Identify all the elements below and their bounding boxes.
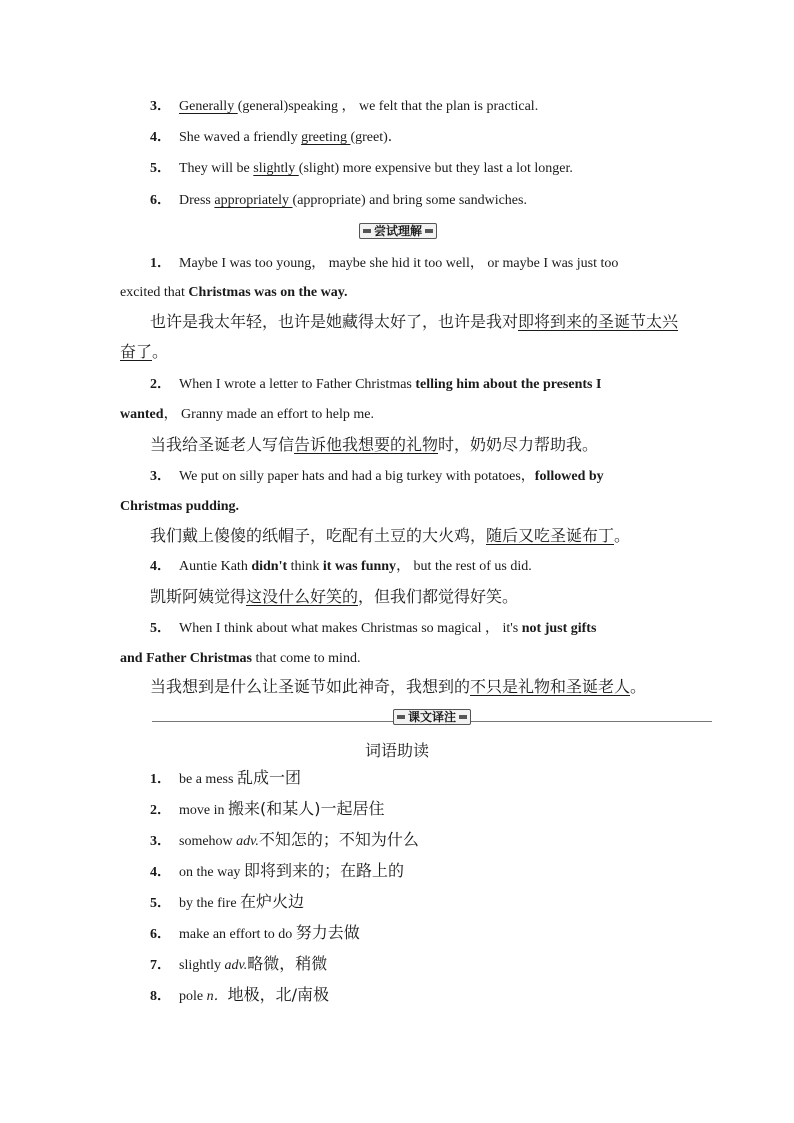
key-phrase: didn't <box>251 559 288 574</box>
vocab-item <box>150 861 404 883</box>
section-tag-try: 尝试理解 <box>359 223 437 239</box>
sentence-text: think <box>287 559 323 574</box>
item-number: 3． <box>150 99 171 114</box>
item-number: 3． <box>150 469 171 484</box>
vocab-term: somehow <box>179 834 237 849</box>
sentence-text: ， Granny made an effort to help me. <box>163 407 375 422</box>
section-tag-translation: 课文译注 <box>393 709 471 725</box>
translation-zh-cont <box>120 342 168 362</box>
translation-text: 。 <box>614 526 631 545</box>
item-number: 4． <box>150 130 171 145</box>
vocab-meaning: 即将到来的；在路上的 <box>243 861 404 880</box>
item-number: 5． <box>150 161 171 176</box>
exercise-item <box>150 97 538 117</box>
sentence-en-cont <box>120 497 239 517</box>
sentence-text: She waved a friendly <box>179 130 302 145</box>
sentence-text: ， but the rest of us did. <box>396 559 532 574</box>
sentence-en <box>150 619 596 639</box>
item-number: 5． <box>150 896 171 911</box>
key-phrase: it was funny <box>322 559 397 574</box>
sentence-text: that come to mind. <box>251 651 361 666</box>
translation-text: 我们戴上傻傻的纸帽子，吃配有土豆的大火鸡， <box>150 526 487 545</box>
item-number: 4． <box>150 559 171 574</box>
key-phrase: and Father Christmas <box>120 651 252 666</box>
key-phrase: followed by <box>534 469 604 484</box>
item-number: 2． <box>150 803 171 818</box>
sentence-text: (greet)． <box>350 130 402 145</box>
vocab-item <box>150 830 419 852</box>
sentence-en-cont <box>120 283 348 303</box>
sentence-en <box>150 557 532 577</box>
sentence-text: When I wrote a letter to Father Christmas <box>179 377 416 392</box>
item-number: 6． <box>150 193 171 208</box>
vocab-item <box>150 954 327 976</box>
translation-text: 也许是我太年轻，也许是她藏得太好了，也许是我对 <box>150 312 519 331</box>
answer-blank: Generally <box>179 99 238 114</box>
translation-zh <box>150 526 630 546</box>
item-number: 8． <box>150 989 171 1004</box>
vocab-meaning: 略微，稍微 <box>247 954 328 973</box>
part-of-speech: adv. <box>236 834 259 849</box>
part-of-speech: n． <box>206 989 228 1004</box>
vocab-term: make an effort to do <box>179 927 296 942</box>
key-translation: 即将到来的圣诞节太兴 <box>518 312 679 331</box>
sentence-text: We put on silly paper hats and had a big turkey with potatoes， <box>179 469 535 484</box>
translation-text: ，但我们都觉得好笑。 <box>358 587 519 606</box>
key-translation: 告诉他我想要的礼物 <box>294 435 439 454</box>
vocab-term: be a mess <box>179 772 237 787</box>
key-phrase: telling him about the presents I <box>415 377 602 392</box>
sentence-text: excited that <box>120 285 189 300</box>
vocab-item <box>150 923 360 945</box>
vocab-item <box>150 985 329 1007</box>
key-translation: 不只是礼物和圣诞老人 <box>470 677 631 696</box>
vocab-term: by the fire <box>179 896 241 911</box>
sentence-text: Auntie Kath <box>179 559 252 574</box>
vocab-term: move in <box>179 803 228 818</box>
key-translation: 随后又吃圣诞布丁 <box>486 526 615 545</box>
vocab-heading: 词语助读 <box>364 741 429 760</box>
vocab-meaning: 地极，北/南极 <box>227 985 330 1004</box>
translation-zh <box>150 312 678 332</box>
translation-text: 凯斯阿姨觉得 <box>150 587 247 606</box>
item-number: 1． <box>150 772 171 787</box>
vocab-meaning: 努力去做 <box>295 923 360 942</box>
item-number: 4． <box>150 865 171 880</box>
translation-zh <box>150 677 646 697</box>
part-of-speech: adv. <box>224 958 248 973</box>
answer-blank: greeting <box>301 130 351 145</box>
vocab-meaning: 在炉火边 <box>240 892 305 911</box>
answer-blank: slightly <box>253 161 299 176</box>
sentence-text: (general)speaking ， we felt that the plan is practical. <box>237 99 539 114</box>
key-phrase: wanted <box>120 407 164 422</box>
item-number: 7． <box>150 958 171 973</box>
vocab-term: slightly <box>179 958 225 973</box>
sentence-text: (slight) more expensive but they last a lot longer. <box>298 161 573 176</box>
vocab-term: on the way <box>179 865 244 880</box>
sentence-en-cont <box>120 649 360 669</box>
item-number: 6． <box>150 927 171 942</box>
exercise-item <box>150 159 573 179</box>
key-translation: 奋了 <box>120 342 153 361</box>
vocab-meaning: 搬来(和某人)一起居住 <box>228 799 385 818</box>
vocab-item <box>150 768 301 790</box>
translation-zh <box>150 435 598 455</box>
item-number: 3． <box>150 834 171 849</box>
vocab-term: pole <box>179 989 207 1004</box>
answer-blank: appropriately <box>214 193 293 208</box>
sentence-text: When I think about what makes Christmas so magical ， it's <box>179 621 522 636</box>
translation-zh <box>150 587 518 607</box>
vocab-meaning: 乱成一团 <box>236 768 301 787</box>
key-phrase: not just gifts <box>521 621 597 636</box>
exercise-item <box>150 128 402 148</box>
sentence-text: They will be <box>179 161 254 176</box>
sentence-text: Maybe I was too young， maybe she hid it too well， or maybe I was just too <box>179 256 619 271</box>
exercise-item <box>150 191 527 211</box>
sentence-en-cont <box>120 405 374 425</box>
translation-text: 时，奶奶尽力帮助我。 <box>438 435 599 454</box>
sentence-en <box>150 467 604 487</box>
sentence-text: (appropriate) and bring some sandwiches. <box>292 193 527 208</box>
item-number: 2． <box>150 377 171 392</box>
key-phrase: Christmas pudding. <box>120 499 240 514</box>
key-translation: 这没什么好笑的 <box>246 587 359 606</box>
translation-text: 。 <box>630 677 647 696</box>
translation-text: 当我给圣诞老人写信 <box>150 435 295 454</box>
vocab-item <box>150 799 385 821</box>
sentence-en <box>150 254 618 274</box>
key-phrase: Christmas was on the way. <box>188 285 348 300</box>
vocab-meaning: 不知怎的；不知为什么 <box>258 830 419 849</box>
item-number: 5． <box>150 621 171 636</box>
vocab-item <box>150 892 304 914</box>
sentence-text: Dress <box>179 193 215 208</box>
translation-text: 。 <box>152 342 169 361</box>
sentence-en <box>150 375 601 395</box>
translation-text: 当我想到是什么让圣诞节如此神奇，我想到的 <box>150 677 471 696</box>
item-number: 1． <box>150 256 171 271</box>
